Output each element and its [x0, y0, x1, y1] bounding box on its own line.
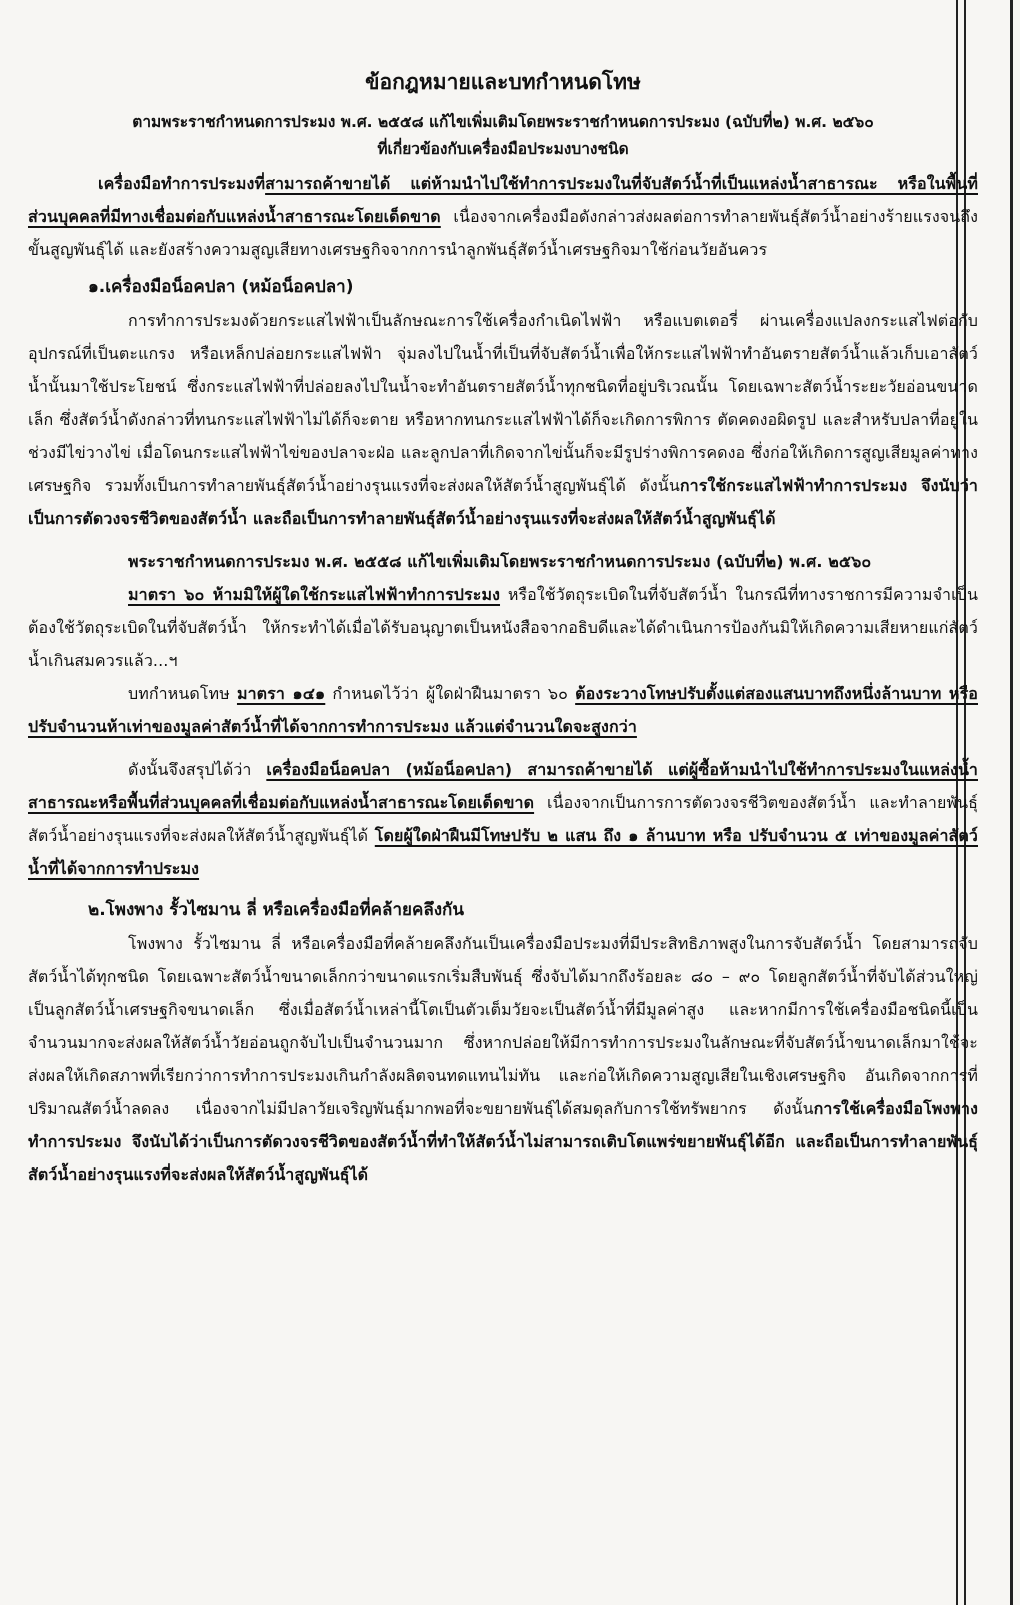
law-reference: พระราชกำหนดการประมง พ.ศ. ๒๕๕๘ แก้ไขเพิ่มเติมโดยพระราชกำหนดการประมง (ฉบับที่๒) พ.ศ. ๒๕๖๐ — [128, 552, 872, 571]
section-2-body-bold: การใช้เครื่องมือโพงพางทำการประมง จึงนับได้ว่าเป็นการตัดวงจรชีวิตของสัตว์น้ำที่ทำให้สัตว์น้ำไม่สามารถเติบโตแพร่ขยายพันธุ์ได้อีก และถือเป็นการทำลายพันธุ์สัตว์น้ำอย่างรุนแรงที่จะส่งผลให้สัตว์น้ำสูญพันธุ์ได้ — [28, 1099, 978, 1184]
section-2-body — [28, 927, 978, 1191]
intro-underlined: สามารถค้าขายได้ แต่ห้ามนำไปใช้ทำการประมงในที่จับสัตว์น้ำที่เป็นแหล่งน้ำสาธารณะ หรือในพื้นที่ส่วนบุคคลที่มีทางเชื่อมต่อกับแหล่งน้ำสาธารณะโดยเด็ดขาด — [28, 174, 978, 226]
penalty-lead: บทกำหนดโทษ — [128, 684, 237, 703]
document-title: ข้อกฎหมายและบทกำหนดโทษ — [365, 70, 641, 94]
penalty-mid: กำหนดไว้ว่า ผู้ใดฝ่าฝืนมาตรา ๖๐ — [325, 684, 576, 703]
section-1-body-text: การทำการประมงด้วยกระแสไฟฟ้าเป็นลักษณะการใช้เครื่องกำเนิดไฟฟ้า หรือแบตเตอรี่ ผ่านเครื่องแปลงกระแสไฟต่อกับอุปกรณ์ที่เป็นตะแกรง หรือเหล็กปล่อยกระแสไฟฟ้า จุ่มลงไปในน้ำที่เป็นที่จับสัตว์น้ำเพื่อให้กระแสไฟฟ้าทำอันตรายสัตว์น้ำแล้วเก็บเอาสัตว์น้ำนั้นมาใช้ประโยชน์ ซึ่งกระแสไฟฟ้าที่ปล่อยลงไปในน้ำจะทำอันตรายสัตว์น้ำทุกชนิดที่อยู่บริเวณนั้น โดยเฉพาะสัตว์น้ำระยะวัยอ่อนขนาดเล็ก ซึ่งสัตว์น้ำดังกล่าวที่ทนกระแสไฟฟ้าไม่ได้ก็จะตาย หรือหากทนกระแสไฟฟ้าได้ก็จะเกิดการพิการ ตัดคดงอผิดรูป และสำหรับปลาที่อยู่ในช่วงมีไข่วางไข่ เมื่อโดนกระแสไฟฟ้าไข่ของปลาจะฝ่อ และลูกปลาที่เกิดจากไข่นั้นก็จะมีรูปร่างพิการคดงอ ซึ่งก่อให้เกิดการสูญเสียมูลค่าทางเศรษฐกิจ รวมทั้งเป็นการทำลายพันธุ์สัตว์น้ำอย่างรุนแรงที่จะส่งผลให้สัตว์น้ำสูญพันธุ์ได้ ดังนั้น — [28, 311, 978, 495]
section-1-heading: ๑.เครื่องมือน็อคปลา (หม้อน็อคปลา) — [88, 277, 354, 297]
conclusion-underlined: เครื่องมือน็อคปลา (หม้อน็อคปลา) สามารถค้าขายได้ แต่ผู้ซื้อห้ามนำไปใช้ทำการประมงในแหล่งน้ำสาธารณะหรือพื้นที่ส่วนบุคคลที่เชื่อมต่อกับแหล่งน้ำสาธารณะโดยเด็ดขาด — [28, 760, 978, 812]
conclusion-penalty-underlined: โดยผู้ใดฝ่าฝืนมีโทษปรับ ๒ แสน ถึง ๑ ล้านบาท หรือ ปรับจำนวน ๕ เท่าของมูลค่าสัตว์น้ำที่ได้จากการทำประมง — [28, 826, 978, 878]
conclusion-paragraph — [28, 753, 978, 885]
penalty-underlined: ต้องระวางโทษปรับตั้งแต่สองแสนบาทถึงหนึ่งล้านบาท หรือปรับจำนวนห้าเท่าของมูลค่าสัตว์น้ำที่ได้จากการทำการประมง แล้วแต่จำนวนใดจะสูงกว่า — [28, 684, 978, 736]
document-subtitle-law: ตามพระราชกำหนดการประมง พ.ศ. ๒๕๕๘ แก้ไขเพิ่มเติมโดยพระราชกำหนดการประมง (ฉบับที่๒) พ.ศ. ๒๕๖๐ — [132, 113, 874, 131]
conclusion-mid: เนื่องจากเป็นการการตัดวงจรชีวิตของสัตว์น้ำ และทำลายพันธุ์สัตว์น้ำอย่างรุนแรงที่จะส่งผลให้สัตว์น้ำสูญพันธุ์ได้ — [28, 793, 978, 845]
section-60-rest: หรือใช้วัตถุระเบิดในที่จับสัตว์น้ำ ในกรณีที่ทางราชการมีความจำเป็นต้องใช้วัตถุระเบิดในที่จับสัตว์น้ำ ให้กระทำได้เมื่อได้รับอนุญาตเป็นหนังสือจากอธิบดีและได้ดำเนินการป้องกันมิให้เกิดความเสียหายแก่สัตว์น้ำเกินสมควรแล้ว...ฯ — [28, 585, 978, 670]
penalty-section: มาตรา ๑๔๑ — [236, 684, 326, 703]
section-2-heading: ๒.โพงพาง รั้วไซมาน ลี่ หรือเครื่องมือที่คล้ายคลึงกัน — [88, 900, 464, 920]
section-1-body-bold: การใช้กระแสไฟฟ้าทำการประมง จึงนับว่าเป็นการตัดวงจรชีวิตของสัตว์น้ำ และถือเป็นการทำลายพันธุ์สัตว์น้ำอย่างรุนแรงที่จะส่งผลให้สัตว์น้ำสูญพันธุ์ได้ — [28, 476, 978, 528]
section-2-body-text: โพงพาง รั้วไซมาน ลี่ หรือเครื่องมือที่คล้ายคลึงกันเป็นเครื่องมือประมงที่มีประสิทธิภาพสูงในการจับสัตว์น้ำ โดยสามารถจับสัตว์น้ำได้ทุกชนิด โดยเฉพาะสัตว์น้ำขนาดเล็กกว่าขนาดแรกเริ่มสืบพันธุ์ ซึ่งจับได้มากถึงร้อยละ ๘๐ – ๙๐ โดยลูกสัตว์น้ำที่จับได้ส่วนใหญ่เป็นลูกสัตว์น้ำเศรษฐกิจขนาดเล็ก ซึ่งเมื่อสัตว์น้ำเหล่านี้โตเป็นตัวเต็มวัยจะเป็นสัตว์น้ำที่มีมูลค่าสูง และหากมีการใช้เครื่องมือชนิดนี้เป็นจำนวนมากจะส่งผลให้สัตว์น้ำวัยอ่อนถูกจับไปเป็นจำนวนมาก ซึ่งหากปล่อยให้มีการทำการประมงในลักษณะที่จับสัตว์น้ำขนาดเล็กมาใช้จะส่งผลให้เกิดสภาพที่เรียกว่าการทำการประมงเกินกำลังผลิตจนทดแทนไม่ทัน และก่อให้เกิดความสูญเสียในเชิงเศรษฐกิจ อันเกิดจากการที่ปริมาณสัตว์น้ำลดลง เนื่องจากไม่มีปลาวัยเจริญพันธุ์มากพอที่จะขยายพันธุ์ได้สมดุลกับการใช้ทรัพยากร ดังนั้น — [28, 934, 978, 1118]
section-1-body — [28, 304, 978, 535]
intro-lead: เครื่องมือทำการประมงที่ — [98, 174, 266, 193]
intro-paragraph — [28, 167, 978, 266]
section-60-underlined: มาตรา ๖๐ ห้ามมิให้ผู้ใดใช้กระแสไฟฟ้าทำการประมง — [128, 585, 501, 604]
document-subtitle-topic: ที่เกี่ยวข้องกับเครื่องมือประมงบางชนิด — [377, 140, 629, 158]
section-60-paragraph — [28, 578, 978, 677]
penalty-paragraph — [28, 677, 978, 743]
conclusion-lead: ดังนั้นจึงสรุปได้ว่า — [128, 760, 267, 779]
intro-rest: เนื่องจากเครื่องมือดังกล่าวส่งผลต่อการทำลายพันธุ์สัตว์น้ำอย่างร้ายแรงจนถึงขั้นสูญพันธุ์ได้ และยังสร้างความสูญเสียทางเศรษฐกิจจากการนำลูกพันธุ์สัตว์น้ำเศรษฐกิจมาใช้ก่อนวัยอันควร — [28, 207, 978, 259]
